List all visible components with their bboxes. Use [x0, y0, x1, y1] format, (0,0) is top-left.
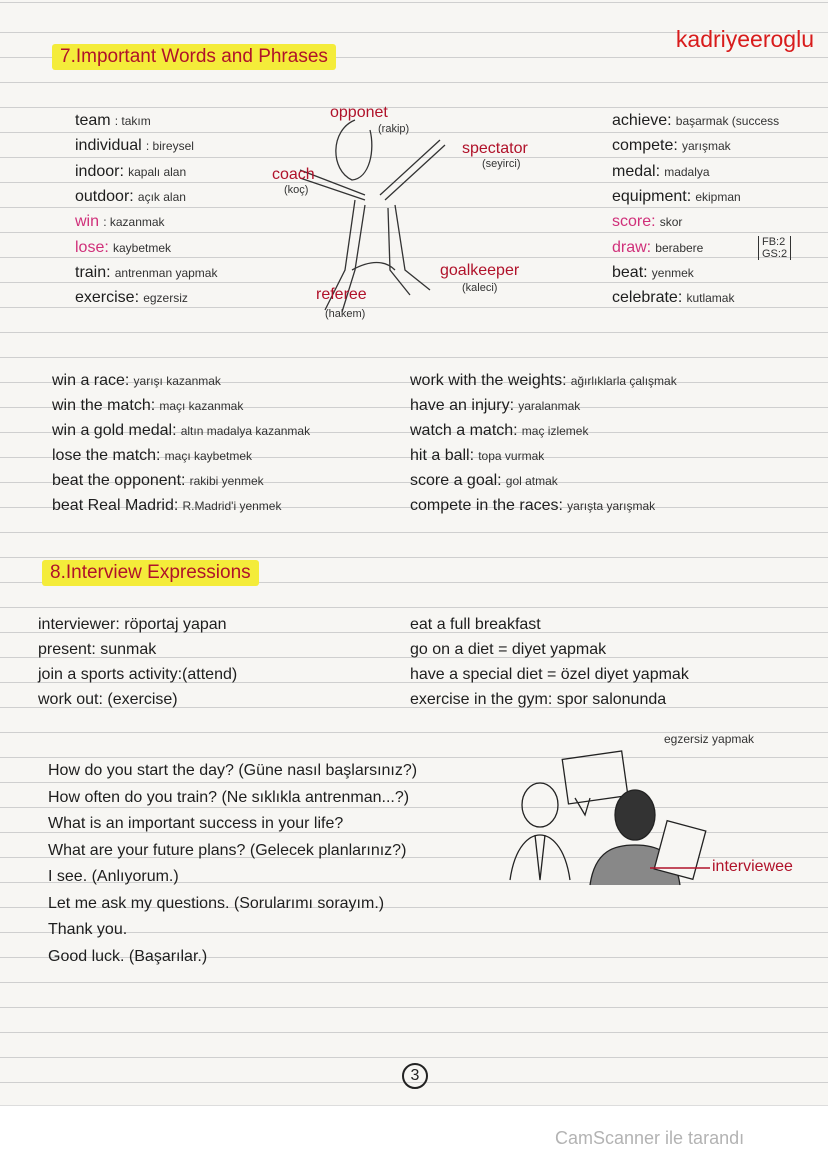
vocab-entry: [612, 289, 734, 307]
watermark-brand: kadriyeeroglu: [675, 26, 814, 52]
turkish-meaning: : takım: [114, 114, 151, 128]
draw-note-1: FB:2: [762, 236, 786, 248]
english-term: score a goal:: [410, 472, 502, 489]
turkish-meaning: kapalı alan: [128, 164, 187, 179]
interview-term: work out: (exercise): [38, 691, 178, 708]
section-8-title: 8.Interview Expressions: [42, 560, 259, 586]
turkish-meaning: açık alan: [137, 189, 186, 204]
vocab-entry: [75, 289, 188, 307]
english-term: draw:: [612, 238, 652, 256]
interview-phrase: Good luck. (Başarılar.): [48, 947, 208, 965]
draw-note-2: GS:2: [762, 248, 788, 260]
vocab-entry: [75, 239, 171, 257]
english-term: win: [75, 213, 100, 231]
english-term: beat Real Madrid:: [52, 497, 179, 514]
interview-phrase: I see. (Anlıyorum.): [48, 868, 179, 885]
vocab-entry: [410, 422, 588, 440]
vocab-entry: [612, 163, 710, 181]
interview-term: exercise in the gym: spor salonunda: [410, 691, 667, 708]
turkish-meaning: altın madalya kazanmak: [180, 424, 311, 438]
label-referee-tr: (hakem): [325, 308, 366, 320]
label-coach: coach: [272, 166, 315, 183]
interview-phrase: Thank you.: [48, 921, 128, 938]
draw-score-note: [758, 236, 791, 260]
stick-figure-drawing: [270, 100, 470, 320]
vocab-entry: [612, 239, 703, 257]
turkish-meaning: maçı kaybetmek: [164, 449, 253, 463]
label-opponent: opponet: [330, 104, 388, 121]
turkish-meaning: başarmak (success: [675, 114, 780, 128]
turkish-meaning: egzersiz: [143, 291, 188, 306]
turkish-meaning: kutlamak: [686, 291, 735, 306]
interview-term: eat a full breakfast: [410, 616, 541, 633]
english-term: indoor:: [75, 162, 124, 180]
label-interviewee: interviewee: [712, 858, 793, 875]
label-goalkeeper: goalkeeper: [440, 262, 520, 279]
interview-term: join a sports activity:(attend): [38, 666, 238, 683]
english-term: achieve:: [612, 112, 672, 129]
vocab-entry: [75, 213, 165, 231]
page-number: 3: [402, 1063, 428, 1089]
turkish-meaning: yenmek: [651, 265, 694, 280]
english-term: outdoor:: [75, 187, 134, 205]
english-term: beat:: [612, 263, 648, 281]
interview-phrase: How do you start the day? (Güne nasıl başlarsınız?): [48, 762, 418, 779]
interview-term: go on a diet = diyet yapmak: [410, 641, 607, 658]
interview-term: have a special diet = özel diyet yapmak: [410, 666, 689, 683]
turkish-meaning: maç izlemek: [521, 424, 589, 438]
turkish-meaning: rakibi yenmek: [189, 474, 264, 488]
label-spectator-tr: (seyirci): [482, 158, 521, 170]
english-term: win the match:: [52, 397, 156, 414]
vocab-entry: [612, 264, 694, 282]
vocab-entry: [52, 397, 243, 415]
english-term: hit a ball:: [410, 447, 475, 464]
vocab-entry: [612, 137, 731, 155]
english-term: have an injury:: [410, 397, 515, 414]
english-term: individual: [75, 137, 142, 155]
turkish-meaning: berabere: [655, 240, 704, 255]
vocab-entry: [75, 163, 186, 181]
interview-term: interviewer: röportaj yapan: [38, 616, 227, 633]
turkish-meaning: topa vurmak: [478, 449, 545, 463]
interview-term: present: sunmak: [38, 641, 157, 658]
vocab-entry: [410, 472, 558, 490]
vocab-entry: [410, 447, 544, 465]
english-term: compete:: [612, 137, 678, 155]
turkish-meaning: madalya: [664, 164, 710, 179]
turkish-meaning: skor: [659, 215, 683, 230]
english-term: lose the match:: [52, 447, 161, 464]
interview-phrase: What is an important success in your life?: [48, 815, 344, 832]
interview-phrase: How often do you train? (Ne sıklıkla antrenman...?): [48, 788, 410, 806]
english-term: medal:: [612, 162, 661, 180]
vocab-entry: [612, 213, 682, 231]
english-term: equipment:: [612, 187, 692, 205]
vocab-entry: [75, 112, 151, 130]
vocab-entry: [410, 397, 580, 415]
english-term: watch a match:: [410, 422, 518, 439]
label-referee: referee: [316, 286, 367, 303]
turkish-meaning: yarışı kazanmak: [133, 374, 221, 388]
turkish-meaning: yarışta yarışmak: [567, 499, 656, 513]
label-opponent-tr: (rakip): [378, 123, 410, 135]
turkish-meaning: antrenman yapmak: [114, 265, 218, 280]
vocab-entry: [52, 447, 252, 465]
scanner-footer: CamScanner ile tarandı: [555, 1128, 745, 1148]
vocab-entry: [410, 497, 655, 515]
interview-phrase: What are your future plans? (Gelecek planlarınız?): [48, 841, 407, 859]
vocab-entry: [612, 188, 741, 206]
turkish-meaning: R.Madrid'i yenmek: [182, 499, 282, 513]
interview-drawing: [490, 750, 720, 890]
vocab-entry: [52, 422, 310, 440]
english-term: train:: [75, 263, 111, 281]
turkish-meaning: gol atmak: [505, 474, 558, 488]
turkish-meaning: : kazanmak: [103, 215, 165, 230]
turkish-meaning: ekipman: [695, 189, 741, 204]
vocab-entry: [612, 112, 779, 130]
turkish-meaning: maçı kazanmak: [159, 399, 244, 413]
right-continuation: egzersiz yapmak: [664, 732, 755, 746]
turkish-meaning: yarışmak: [681, 139, 731, 154]
label-coach-tr: (koç): [284, 184, 309, 196]
english-term: win a race:: [52, 372, 130, 389]
english-term: beat the opponent:: [52, 472, 186, 489]
vocab-entry: [52, 497, 281, 515]
english-term: team: [75, 112, 111, 129]
interview-phrase: Let me ask my questions. (Sorularımı sorayım.): [48, 894, 385, 912]
english-term: lose:: [75, 238, 109, 256]
english-term: work with the weights:: [410, 372, 567, 389]
english-term: celebrate:: [612, 289, 683, 307]
english-term: win a gold medal:: [52, 422, 177, 439]
english-term: score:: [612, 213, 656, 231]
english-term: compete in the races:: [410, 497, 563, 514]
label-goalkeeper-tr: (kaleci): [462, 282, 498, 294]
turkish-meaning: kaybetmek: [112, 240, 171, 255]
vocab-entry: [52, 472, 264, 490]
vocab-entry: [75, 264, 217, 282]
vocab-entry: [75, 137, 194, 155]
vocab-entry: [52, 372, 221, 390]
vocab-entry: [410, 372, 677, 390]
turkish-meaning: ağırlıklarla çalışmak: [570, 374, 677, 388]
turkish-meaning: : bireysel: [145, 139, 194, 154]
vocab-entry: [75, 188, 186, 206]
label-spectator: spectator: [462, 140, 528, 157]
english-term: exercise:: [75, 289, 140, 307]
turkish-meaning: yaralanmak: [518, 399, 581, 413]
section-7-title: 7.Important Words and Phrases: [52, 44, 336, 70]
